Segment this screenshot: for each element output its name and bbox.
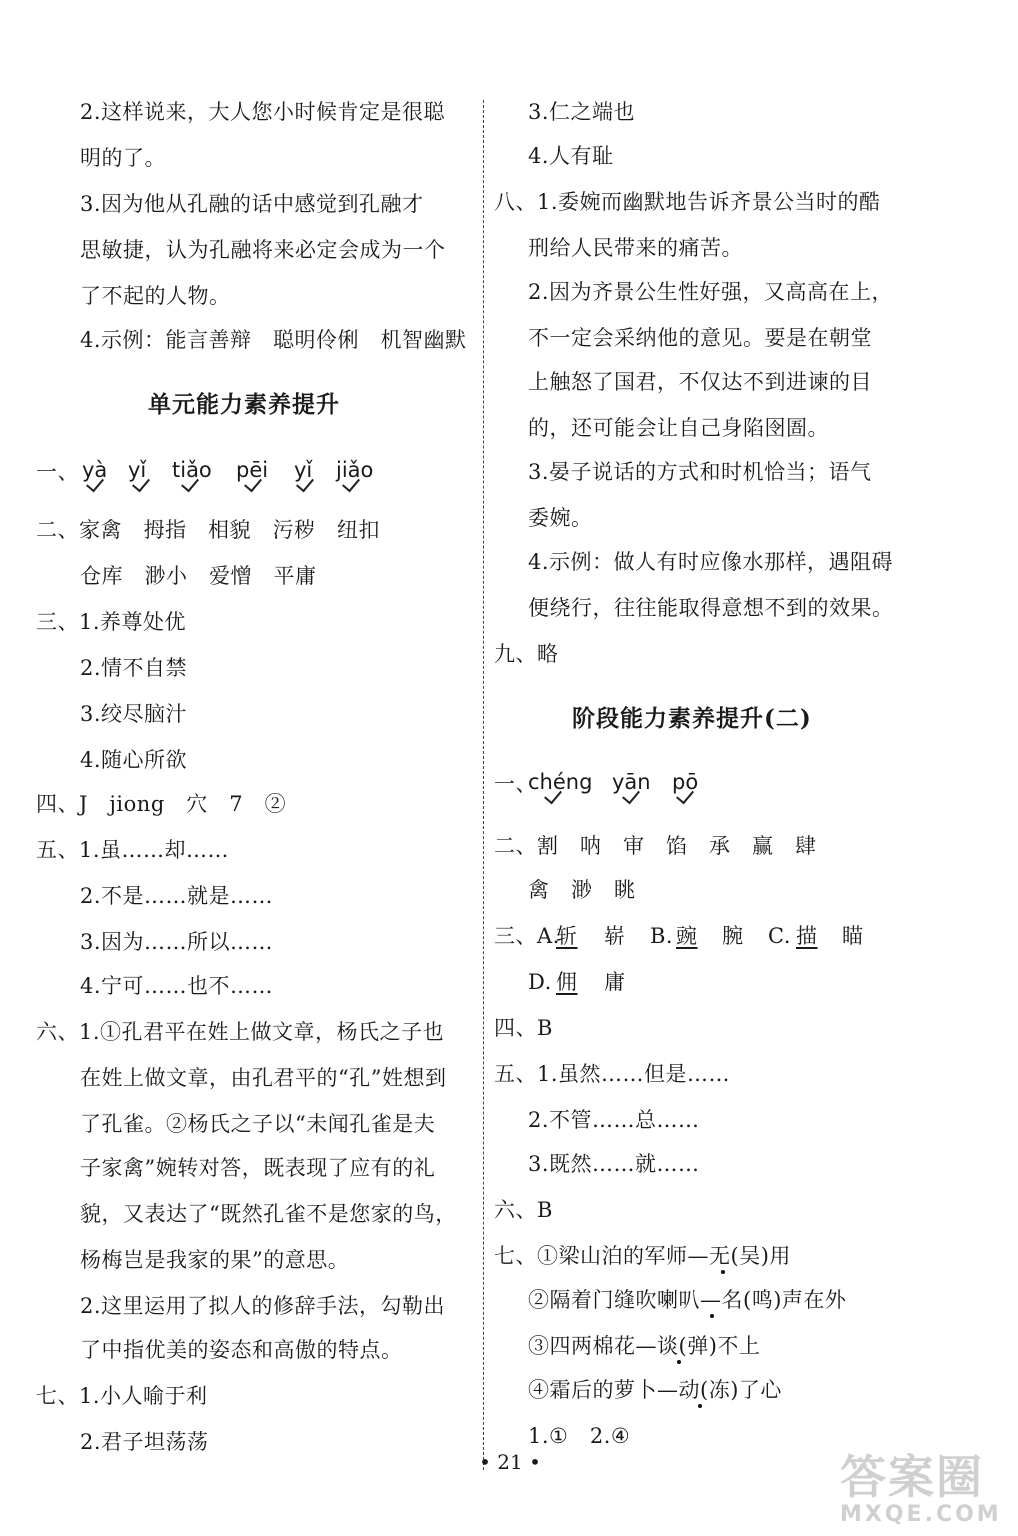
right-line: 上触怒了国君，不仅达不到进谏的目 — [528, 370, 872, 394]
right-line: ④霜后的萝卜—动(冻)了心 — [528, 1378, 782, 1402]
right-line: D. — [528, 970, 552, 994]
watermark-url: MXQE.COM — [840, 1502, 1002, 1527]
right-line: 崭 — [604, 924, 626, 948]
right-line: 六、B — [494, 1198, 553, 1222]
right-line: C. — [768, 924, 791, 948]
watermark-text: 答案圈 — [840, 1450, 984, 1504]
right-line: 瞄 — [842, 924, 864, 948]
column-divider — [483, 100, 484, 1470]
right-line: 七、①梁山泊的军师—无(吴)用 — [494, 1244, 791, 1268]
left-line: 了中指优美的姿态和高傲的特点。 — [80, 1338, 403, 1362]
left-line: 仓库 渺小 爱憎 平庸 — [80, 564, 317, 588]
pinyin-item: yǐ — [128, 458, 147, 482]
left-line: 明的了。 — [80, 146, 166, 170]
left-line: 思敏捷，认为孔融将来必定会成为一个 — [80, 238, 446, 262]
left-line: 在姓上做文章，由孔君平的“孔”姓想到 — [80, 1066, 447, 1090]
left-line: 2.这里运用了拟人的修辞手法，勾勒出 — [80, 1294, 446, 1318]
right-line: 2.因为齐景公生性好强，又高高在上， — [528, 280, 894, 304]
right-line: 1.① 2.④ — [528, 1424, 631, 1448]
pinyin-item: jiǎo — [336, 458, 374, 482]
left-line: 4.宁可……也不…… — [80, 974, 274, 998]
watermark-logo — [840, 1452, 1010, 1532]
left-line: 三、1.养尊处优 — [36, 610, 187, 634]
right-line: 便绕行，往往能取得意想不到的效果。 — [528, 596, 894, 620]
right-line: 2.不管……总…… — [528, 1108, 700, 1132]
right-line: 刑给人民带来的痛苦。 — [528, 236, 743, 260]
left-line: 3.绞尽脑汁 — [80, 702, 188, 726]
emphasis-dot — [721, 1270, 725, 1274]
left-line: 子家禽”婉转对答，既表现了应有的礼 — [80, 1156, 436, 1180]
left-line: 貌，又表达了“既然孔雀不是您家的鸟， — [80, 1202, 457, 1226]
right-line: 的，还可能会让自己身陷囹圄。 — [528, 416, 829, 440]
underlined-answer: 斩 — [556, 924, 578, 948]
section-heading-unit: 单元能力素养提升 — [148, 391, 340, 418]
section-heading-stage: 阶段能力素养提升(二) — [572, 705, 812, 732]
right-line: 九、略 — [494, 642, 559, 666]
pinyin-item: chéng — [528, 770, 593, 794]
right-line: 八、1.委婉而幽默地告诉齐景公当时的酷 — [494, 190, 881, 214]
underlined-answer: 豌 — [676, 924, 698, 948]
left-line: 了孔雀。②杨氏之子以“未闻孔雀是夫 — [80, 1112, 436, 1136]
left-line: 2.君子坦荡荡 — [80, 1430, 209, 1454]
emphasis-dot — [710, 1314, 714, 1318]
right-line: 3.晏子说话的方式和时机恰当；语气 — [528, 460, 872, 484]
left-line: 2.这样说来，大人您小时候肯定是很聪 — [80, 100, 446, 124]
right-line: 4.示例：做人有时应像水那样，遇阻碍 — [528, 550, 894, 574]
left-line: 六、1.①孔君平在姓上做文章，杨氏之子也 — [36, 1020, 445, 1044]
left-line: 了不起的人物。 — [80, 284, 231, 308]
right-line: 二、割 呐 审 馅 承 赢 肆 — [494, 834, 817, 858]
underlined-answer: 描 — [796, 924, 818, 948]
right-line: 3.仁之端也 — [528, 100, 636, 124]
pinyin-label: 一、 — [494, 772, 537, 796]
left-line: 五、1.虽……却…… — [36, 838, 230, 862]
right-line: 不一定会采纳他的意见。要是在朝堂 — [528, 326, 872, 350]
left-line: 3.因为他从孔融的话中感觉到孔融才 — [80, 192, 424, 216]
pinyin-item: pō — [672, 770, 699, 794]
left-line: 4.示例：能言善辩 聪明伶俐 机智幽默 — [80, 328, 467, 352]
right-line: 3.既然……就…… — [528, 1152, 700, 1176]
underlined-answer: 佣 — [556, 970, 578, 994]
pinyin-item: yān — [612, 770, 651, 794]
right-line: B. — [650, 924, 674, 948]
left-line: 四、J jiong 穴 7 ② — [36, 792, 287, 816]
left-line: 七、1.小人喻于利 — [36, 1384, 208, 1408]
emphasis-dot — [698, 1404, 702, 1408]
right-line: 4.人有耻 — [528, 144, 614, 168]
pinyin-label: 一、 — [36, 460, 79, 484]
right-line: 腕 — [722, 924, 744, 948]
page-number: • 21 • — [479, 1450, 541, 1474]
right-line: 三、A. — [494, 924, 560, 948]
right-line: 四、B — [494, 1016, 553, 1040]
left-line: 2.不是……就是…… — [80, 884, 274, 908]
right-line: 委婉。 — [528, 506, 593, 530]
left-line: 杨梅岂是我家的果”的意思。 — [80, 1248, 350, 1272]
right-line: ②隔着门缝吹喇叭—名(鸣)声在外 — [528, 1288, 847, 1312]
left-line: 2.情不自禁 — [80, 656, 188, 680]
right-line: 五、1.虽然……但是…… — [494, 1062, 731, 1086]
right-line: 禽 渺 眺 — [528, 878, 636, 902]
left-line: 3.因为……所以…… — [80, 930, 274, 954]
pinyin-item: tiǎo — [172, 458, 212, 482]
emphasis-dot — [677, 1360, 681, 1364]
left-line: 4.随心所欲 — [80, 748, 188, 772]
right-line: 庸 — [604, 970, 626, 994]
left-line: 二、家禽 拇指 相貌 污秽 纽扣 — [36, 518, 380, 542]
pinyin-item: yǐ — [294, 458, 313, 482]
pinyin-item: pēi — [236, 458, 269, 482]
right-line: ③四两棉花—谈(弹)不上 — [528, 1334, 761, 1358]
pinyin-item: yà — [82, 458, 108, 482]
